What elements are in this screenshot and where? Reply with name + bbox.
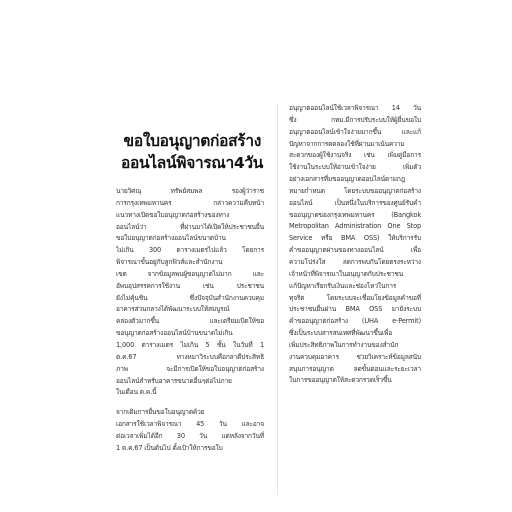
article-text-line: 1,000 ตารางเมตร ไม่เกิน 5 ชั้น ในวันที่ 1: [116, 340, 264, 349]
article-text-line: เพิ่มประสิทธิภาพในการทำงานของสำนัก: [289, 340, 399, 349]
article-text-line: อาคารส่วนกลางได้พัฒนาระบบให้สมบูรณ์: [116, 305, 230, 314]
article-text-line: เจ้าหน้าที่พิจารณาในอนุญาตกับประชาชน: [289, 269, 404, 278]
article-text-line: อย่างเอกสารที่มขออนุญาตออนไลน์ตามกฎ: [289, 175, 405, 184]
article-text-line: แนวทางเปิดขอใบอนุญาตก่อสร้างของทาง: [116, 210, 230, 219]
article-text-line: ไม่เกิน 300 ตารางเมตรไปแล้ว โดยการ: [116, 246, 264, 255]
article-text-line: [116, 399, 264, 407]
article-text-line: ประชาชนยื่นผ่าน BMA OSS มายังระบบ: [289, 305, 421, 314]
article-text-line: ใช้งานในระบบให้อ่านเข้าใจง่าย เพิ่มตัว: [289, 163, 421, 172]
article-text-line: นายวิศณุ ทรัพย์สมพล รองผู้ว่าราช: [116, 187, 264, 195]
article-text-line: เอกสารใช้เวลาพิจารณา 45 วัน และอาจ: [116, 420, 264, 429]
article-text-line: การกรุงเทพมหานคร กล่าวความคืบหน้า: [116, 198, 264, 207]
article-text-line: ต่อเวลาเพิ่มได้อีก 30 วัน แต่หลังจากวันที่: [116, 431, 264, 440]
article-text-line: ในการขออนุญาตให้สะดวกรวดเร็วขึ้น: [289, 376, 392, 385]
column-divider: [277, 103, 278, 495]
article-text-line: ออนไลน์สำหรับอาคารขนาดอื่นๆต่อไปภาย: [116, 376, 232, 385]
article-column-left: [116, 186, 264, 455]
article-text-line: สะดวกของผู้ใช้งานจริง เช่น เพิ่มคู่มือการ: [289, 151, 421, 160]
article-text-line: Metropolitan Administration One Stop: [289, 222, 421, 231]
article-text-line: ออนไลน์ เป็นหนึ่งในบริการของศูนย์รับคำ: [289, 198, 421, 207]
article-text-line: ออนไลน์ว่า ที่ผ่านมาได้เปิดให้ประชาชนยื่น: [116, 222, 264, 231]
article-text-line: ขออนุญาตของกรุงเทพมหานคร (Bangkok: [289, 210, 421, 219]
article-text-line: แก้ปัญหาเรียกรับเงินและช่องโหว่ในการ: [289, 281, 397, 290]
article-text-line: ต.ค.67 ทางหมาวิระบบคือกลาดีประสิทธิ: [116, 352, 264, 361]
headline-line: ขอใบอนุญาตก่อสร้าง: [123, 132, 261, 150]
article-text-line: คำขออนุญาตผ่านของทางออนไลน์ เพื่อ: [289, 246, 421, 255]
article-text-line: จากเดิมการยื่นขอใบอนุญาตด้วย: [116, 408, 205, 417]
article-text-line: พิจารณาขั้นอยู่กับลูกฟิวส์และสำนักงาน: [116, 258, 223, 267]
article-text-line: อนุญาตออนไลน์ใช้เวลาพิจารณา 14 วัน: [289, 104, 421, 112]
article-text-line: ความโปร่งใส ลดการพบกันโดยตรงระหว่าง: [289, 257, 421, 266]
article-text-line: ภาพ จะมีการเปิดให้ขอใบอนุญาตก่อสร้าง: [116, 364, 264, 373]
article-text-line: อัพบอุปสรรคการใช้งาน เช่น ประชาชน: [116, 281, 264, 290]
article-text-line: สนุนการอนุญาต ลดขั้นตอนและระยะเวลา: [289, 364, 421, 373]
article-text-line: Service หรือ BMA OSS) ให้บริการรับ: [289, 234, 421, 243]
article-text-line: ปัญหาจากการตดลองใช้ที่ผ่านมาเน้นความ: [289, 139, 405, 148]
article-text-line: คล่องตัวมากขึ้น และเตรียมเปิดให้ขอ: [116, 317, 264, 326]
article-text-line: ขอนุญาตก่อสร้างออนไลน์บ้านขนาดไม่เกิน: [116, 329, 233, 338]
article-text-line: ซึ่ง กทม.มีการปรับระบบให้ผู้ยื่นขอใบ: [289, 115, 421, 124]
article-headline: [121, 130, 264, 174]
article-text-line: ยังไม่คุ้นชิน ซึ่งปัจจุบันสำนักงานควบคุม: [116, 293, 264, 302]
headline-line: ออนไลน์พิจารณา4วัน: [121, 154, 264, 172]
article-text-line: ขอใบอนุญาตก่อสร้างออนไลน์ขนาดบ้าน: [116, 234, 226, 243]
article-text-line: 1 ต.ค.67 เป็นต้นไป ตั้งเป้าให้การขอใบ: [116, 443, 223, 452]
article-text-line: ซึ่งเป็นระบบสารสนเทศที่พัฒนาขึ้นเพื่อ: [289, 329, 393, 338]
article-text-line: อนุญาตออนไลน์เข้าใจง่ายมากขึ้น และแก้: [289, 127, 421, 136]
article-column-right: [289, 103, 421, 387]
article-text-line: งานควบคุมอาคาร ช่วยวิเคราะห์ข้อมูลสนับ: [289, 352, 421, 361]
article-text-line: หมายกำหนด โดยระบบขออนุญาตก่อสร้าง: [289, 186, 421, 195]
article-text-line: ทุจริต โดยระบบจะเชื่อมโยงข้อมูลคำขอที่: [289, 293, 421, 302]
article-text-line: เขต จากข้อมูลพบผู้ขอนุญาตไม่มาก และ: [116, 269, 264, 278]
article-text-line: ในเดือน ต.ค.นี้: [116, 388, 157, 397]
article-text-line: คำขออนุญาตก่อสร้าง (UHA e-Permit): [289, 317, 421, 326]
